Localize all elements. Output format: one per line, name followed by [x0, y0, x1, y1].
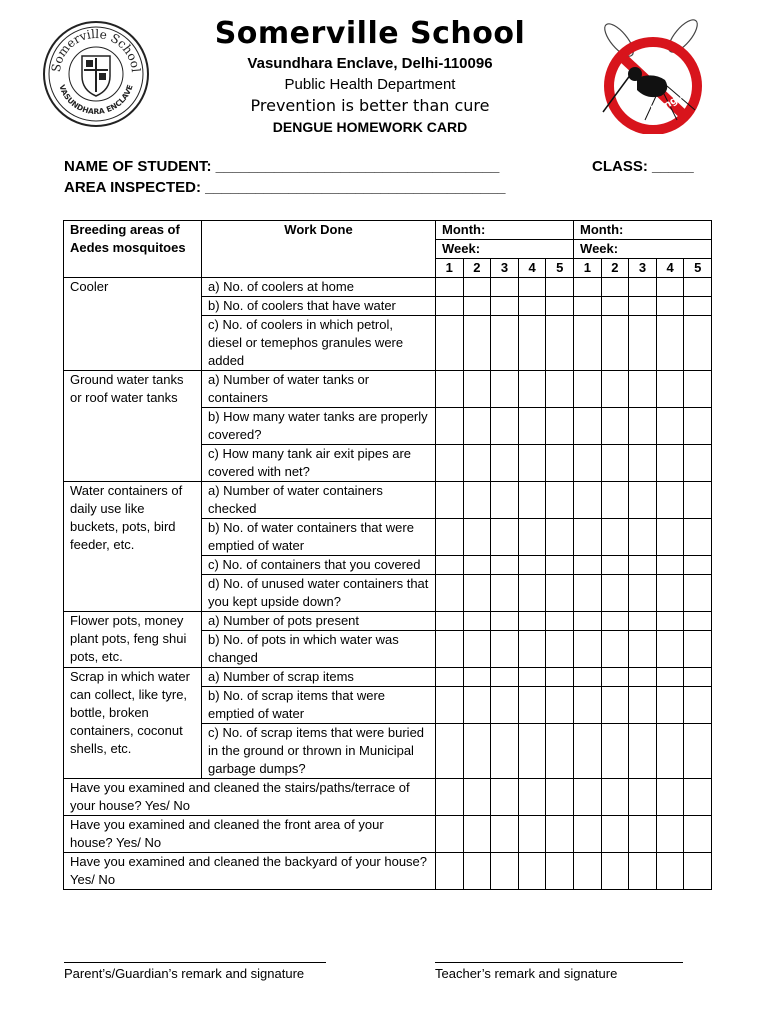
cleaning-question: Have you examined and cleaned the front area of your house? Yes/ No [64, 816, 436, 853]
teacher-signature-label: Teacher’s remark and signature [435, 966, 618, 981]
week-entry-cell[interactable] [436, 445, 464, 482]
week-entry-cell[interactable] [463, 612, 491, 631]
week-entry-cell[interactable] [629, 316, 657, 371]
homework-table [63, 220, 712, 890]
week-entry-cell[interactable] [463, 371, 491, 408]
school-crest-logo [42, 20, 150, 128]
class-field[interactable]: CLASS: _____ [592, 158, 694, 175]
week-entry-cell[interactable] [629, 816, 657, 853]
week-entry-cell[interactable] [574, 779, 602, 816]
crest-text-bottom: VASUNDHARA ENCLAVE [57, 83, 135, 117]
week-entry-cell[interactable] [656, 278, 684, 297]
month-header-1: Month: [436, 221, 574, 240]
week-entry-cell[interactable] [656, 816, 684, 853]
parent-signature-label: Parent’s/Guardian’s remark and signature [64, 966, 305, 981]
week-entry-cell[interactable] [491, 519, 519, 556]
school-name: Somerville School [214, 16, 526, 51]
work-done-item: b) No. of pots in which water was changed [202, 631, 436, 668]
week-entry-cell[interactable] [656, 779, 684, 816]
department-name: Public Health Department [284, 76, 456, 93]
week-entry-cell[interactable] [684, 668, 712, 687]
breeding-areas-header: Breeding areas of Aedes mosquitoes [64, 221, 202, 278]
week-entry-cell[interactable] [574, 575, 602, 612]
work-done-item: d) No. of unused water containers that you kept upside down? [202, 575, 436, 612]
week-entry-cell[interactable] [684, 612, 712, 631]
week-entry-cell[interactable] [601, 408, 629, 445]
cleaning-question: Have you examined and cleaned the backyard of your house? Yes/ No [64, 853, 436, 890]
week-entry-cell[interactable] [518, 816, 546, 853]
week-entry-cell[interactable] [601, 631, 629, 668]
week-entry-cell[interactable] [601, 556, 629, 575]
week-entry-cell[interactable] [574, 668, 602, 687]
week-entry-cell[interactable] [629, 724, 657, 779]
school-address: Vasundhara Enclave, Delhi-110096 [247, 55, 493, 72]
work-done-item: b) No. of scrap items that were emptied of water [202, 687, 436, 724]
week-entry-cell[interactable] [656, 575, 684, 612]
week-entry-cell[interactable] [601, 724, 629, 779]
work-done-item: c) No. of scrap items that were buried in the ground or thrown in Municipal garbage dumps? [202, 724, 436, 779]
week-entry-cell[interactable] [601, 612, 629, 631]
breeding-area-label: Water containers of daily use like buckets, pots, bird feeder, etc. [64, 482, 202, 612]
week-entry-cell[interactable] [574, 631, 602, 668]
week-entry-cell[interactable] [656, 408, 684, 445]
week-entry-cell[interactable] [491, 668, 519, 687]
week-entry-cell[interactable] [629, 371, 657, 408]
week-entry-cell[interactable] [518, 408, 546, 445]
week-entry-cell[interactable] [518, 371, 546, 408]
week-entry-cell[interactable] [491, 297, 519, 316]
week-entry-cell[interactable] [436, 631, 464, 668]
week-entry-cell[interactable] [656, 316, 684, 371]
week-entry-cell[interactable] [463, 575, 491, 612]
week-entry-cell[interactable] [436, 575, 464, 612]
stop-dengue-text: Stop Dengue [622, 86, 691, 117]
week-entry-cell[interactable] [491, 816, 519, 853]
breeding-area-label: Cooler [64, 278, 202, 371]
week-entry-cell[interactable] [656, 668, 684, 687]
week-entry-cell[interactable] [491, 408, 519, 445]
week-entry-cell[interactable] [491, 445, 519, 482]
week-entry-cell[interactable] [436, 371, 464, 408]
table-row [64, 612, 712, 631]
week-entry-cell[interactable] [436, 724, 464, 779]
week-entry-cell[interactable] [546, 408, 574, 445]
week-entry-cell[interactable] [436, 853, 464, 890]
week-entry-cell[interactable] [629, 519, 657, 556]
week-number-2-4: 4 [656, 259, 684, 278]
week-entry-cell[interactable] [656, 482, 684, 519]
week-entry-cell[interactable] [518, 482, 546, 519]
week-entry-cell[interactable] [518, 631, 546, 668]
week-entry-cell[interactable] [629, 297, 657, 316]
week-entry-cell[interactable] [436, 408, 464, 445]
week-entry-cell[interactable] [491, 278, 519, 297]
week-entry-cell[interactable] [656, 853, 684, 890]
document-header [170, 14, 570, 137]
week-entry-cell[interactable] [574, 278, 602, 297]
week-entry-cell[interactable] [629, 408, 657, 445]
week-entry-cell[interactable] [574, 724, 602, 779]
week-entry-cell[interactable] [684, 482, 712, 519]
week-entry-cell[interactable] [463, 687, 491, 724]
week-entry-cell[interactable] [491, 556, 519, 575]
week-entry-cell[interactable] [656, 687, 684, 724]
week-entry-cell[interactable] [656, 556, 684, 575]
week-entry-cell[interactable] [546, 668, 574, 687]
week-entry-cell[interactable] [491, 482, 519, 519]
week-entry-cell[interactable] [574, 408, 602, 445]
teacher-signature-line[interactable] [435, 948, 683, 963]
week-entry-cell[interactable] [491, 631, 519, 668]
week-entry-cell[interactable] [684, 408, 712, 445]
week-entry-cell[interactable] [656, 612, 684, 631]
week-entry-cell[interactable] [518, 687, 546, 724]
crest-text-top: Somerville School [48, 26, 143, 73]
week-entry-cell[interactable] [601, 519, 629, 556]
card-title: DENGUE HOMEWORK CARD [272, 119, 468, 135]
week-entry-cell[interactable] [574, 556, 602, 575]
table-row [64, 853, 712, 890]
breeding-area-label: Scrap in which water can collect, like tyre, bottle, broken containers, coconut shells, etc. [64, 668, 202, 779]
week-entry-cell[interactable] [601, 816, 629, 853]
work-done-item: a) No. of coolers at home [202, 278, 436, 297]
work-done-item: a) Number of water containers checked [202, 482, 436, 519]
week-number-2-3: 3 [629, 259, 657, 278]
week-entry-cell[interactable] [518, 556, 546, 575]
week-number-1-4: 4 [518, 259, 546, 278]
week-entry-cell[interactable] [436, 316, 464, 371]
week-entry-cell[interactable] [546, 575, 574, 612]
week-entry-cell[interactable] [436, 297, 464, 316]
week-entry-cell[interactable] [574, 612, 602, 631]
week-entry-cell[interactable] [574, 687, 602, 724]
week-entry-cell[interactable] [684, 631, 712, 668]
table-row [64, 371, 712, 408]
week-entry-cell[interactable] [491, 779, 519, 816]
week-entry-cell[interactable] [601, 668, 629, 687]
week-entry-cell[interactable] [546, 631, 574, 668]
week-entry-cell[interactable] [684, 816, 712, 853]
week-entry-cell[interactable] [629, 779, 657, 816]
week-entry-cell[interactable] [518, 519, 546, 556]
week-entry-cell[interactable] [491, 687, 519, 724]
week-entry-cell[interactable] [629, 575, 657, 612]
month-header-2: Month: [574, 221, 712, 240]
week-entry-cell[interactable] [546, 724, 574, 779]
week-entry-cell[interactable] [574, 371, 602, 408]
week-entry-cell[interactable] [601, 575, 629, 612]
week-entry-cell[interactable] [629, 612, 657, 631]
table-row [64, 779, 712, 816]
parent-signature-line[interactable] [64, 948, 326, 963]
week-entry-cell[interactable] [518, 668, 546, 687]
student-name-field[interactable]: NAME OF STUDENT: __________________________________ [64, 158, 500, 175]
week-entry-cell[interactable] [518, 316, 546, 371]
week-entry-cell[interactable] [574, 316, 602, 371]
week-entry-cell[interactable] [574, 297, 602, 316]
week-number-1-2: 2 [463, 259, 491, 278]
week-entry-cell[interactable] [463, 408, 491, 445]
week-entry-cell[interactable] [629, 668, 657, 687]
week-entry-cell[interactable] [629, 482, 657, 519]
week-entry-cell[interactable] [601, 316, 629, 371]
week-entry-cell[interactable] [684, 556, 712, 575]
table-row [64, 816, 712, 853]
week-entry-cell[interactable] [463, 556, 491, 575]
work-done-item: a) Number of scrap items [202, 668, 436, 687]
week-entry-cell[interactable] [436, 556, 464, 575]
work-done-item: b) No. of coolers that have water [202, 297, 436, 316]
week-entry-cell[interactable] [629, 853, 657, 890]
table-row [64, 668, 712, 687]
week-entry-cell[interactable] [574, 519, 602, 556]
week-entry-cell[interactable] [436, 668, 464, 687]
week-entry-cell[interactable] [436, 779, 464, 816]
week-entry-cell[interactable] [601, 297, 629, 316]
breeding-area-label: Flower pots, money plant pots, feng shui pots, etc. [64, 612, 202, 668]
work-done-item: a) Number of water tanks or containers [202, 371, 436, 408]
week-entry-cell[interactable] [546, 816, 574, 853]
area-inspected-field[interactable]: AREA INSPECTED: ____________________________________ [64, 179, 506, 196]
week-entry-cell[interactable] [463, 316, 491, 371]
week-entry-cell[interactable] [546, 445, 574, 482]
work-done-item: b) No. of water containers that were emptied of water [202, 519, 436, 556]
week-entry-cell[interactable] [629, 278, 657, 297]
work-done-item: c) No. of containers that you covered [202, 556, 436, 575]
week-number-1-5: 5 [546, 259, 574, 278]
week-entry-cell[interactable] [463, 816, 491, 853]
work-done-header: Work Done [202, 221, 436, 278]
week-entry-cell[interactable] [601, 371, 629, 408]
work-done-item: a) Number of pots present [202, 612, 436, 631]
stop-dengue-logo [597, 16, 709, 134]
work-done-item: c) No. of coolers in which petrol, diesel or temephos granules were added [202, 316, 436, 371]
week-entry-cell[interactable] [436, 278, 464, 297]
week-entry-cell[interactable] [546, 297, 574, 316]
work-done-item: c) How many tank air exit pipes are covered with net? [202, 445, 436, 482]
week-entry-cell[interactable] [656, 297, 684, 316]
week-entry-cell[interactable] [684, 519, 712, 556]
week-entry-cell[interactable] [601, 779, 629, 816]
week-entry-cell[interactable] [491, 575, 519, 612]
week-entry-cell[interactable] [629, 556, 657, 575]
week-entry-cell[interactable] [574, 482, 602, 519]
week-entry-cell[interactable] [436, 519, 464, 556]
week-entry-cell[interactable] [518, 779, 546, 816]
week-entry-cell[interactable] [684, 297, 712, 316]
week-header-2: Week: [574, 240, 712, 259]
week-entry-cell[interactable] [656, 445, 684, 482]
week-entry-cell[interactable] [463, 779, 491, 816]
week-entry-cell[interactable] [463, 853, 491, 890]
week-entry-cell[interactable] [546, 316, 574, 371]
week-entry-cell[interactable] [574, 445, 602, 482]
week-entry-cell[interactable] [518, 278, 546, 297]
week-entry-cell[interactable] [463, 445, 491, 482]
week-entry-cell[interactable] [518, 853, 546, 890]
week-number-2-1: 1 [574, 259, 602, 278]
week-entry-cell[interactable] [546, 556, 574, 575]
week-entry-cell[interactable] [491, 316, 519, 371]
week-entry-cell[interactable] [463, 668, 491, 687]
work-done-item: b) How many water tanks are properly covered? [202, 408, 436, 445]
week-entry-cell[interactable] [491, 853, 519, 890]
week-entry-cell[interactable] [684, 445, 712, 482]
breeding-area-label: Ground water tanks or roof water tanks [64, 371, 202, 482]
week-entry-cell[interactable] [601, 278, 629, 297]
week-entry-cell[interactable] [491, 371, 519, 408]
week-entry-cell[interactable] [684, 853, 712, 890]
week-entry-cell[interactable] [629, 687, 657, 724]
week-entry-cell[interactable] [684, 278, 712, 297]
week-entry-cell[interactable] [684, 779, 712, 816]
week-entry-cell[interactable] [684, 687, 712, 724]
table-row [64, 278, 712, 297]
week-entry-cell[interactable] [684, 724, 712, 779]
week-entry-cell[interactable] [518, 724, 546, 779]
week-entry-cell[interactable] [463, 519, 491, 556]
week-entry-cell[interactable] [629, 445, 657, 482]
week-entry-cell[interactable] [518, 297, 546, 316]
week-entry-cell[interactable] [546, 687, 574, 724]
week-entry-cell[interactable] [601, 445, 629, 482]
week-entry-cell[interactable] [574, 816, 602, 853]
week-entry-cell[interactable] [601, 853, 629, 890]
week-entry-cell[interactable] [656, 724, 684, 779]
week-entry-cell[interactable] [601, 482, 629, 519]
week-entry-cell[interactable] [463, 724, 491, 779]
week-entry-cell[interactable] [463, 297, 491, 316]
week-entry-cell[interactable] [518, 575, 546, 612]
week-entry-cell[interactable] [436, 612, 464, 631]
week-entry-cell[interactable] [656, 519, 684, 556]
week-entry-cell[interactable] [518, 445, 546, 482]
week-entry-cell[interactable] [491, 612, 519, 631]
table-row [64, 482, 712, 519]
week-entry-cell[interactable] [684, 316, 712, 371]
week-number-2-5: 5 [684, 259, 712, 278]
week-number-2-2: 2 [601, 259, 629, 278]
week-entry-cell[interactable] [546, 779, 574, 816]
week-entry-cell[interactable] [546, 853, 574, 890]
week-entry-cell[interactable] [463, 631, 491, 668]
week-entry-cell[interactable] [546, 371, 574, 408]
week-entry-cell[interactable] [546, 519, 574, 556]
week-entry-cell[interactable] [546, 278, 574, 297]
week-entry-cell[interactable] [601, 687, 629, 724]
week-entry-cell[interactable] [629, 631, 657, 668]
week-entry-cell[interactable] [656, 371, 684, 408]
week-entry-cell[interactable] [436, 482, 464, 519]
week-number-1-1: 1 [436, 259, 464, 278]
week-entry-cell[interactable] [491, 724, 519, 779]
week-entry-cell[interactable] [436, 816, 464, 853]
week-entry-cell[interactable] [518, 612, 546, 631]
cleaning-question: Have you examined and cleaned the stairs/paths/terrace of your house? Yes/ No [64, 779, 436, 816]
week-entry-cell[interactable] [463, 482, 491, 519]
week-entry-cell[interactable] [463, 278, 491, 297]
week-entry-cell[interactable] [574, 853, 602, 890]
week-header-1: Week: [436, 240, 574, 259]
week-entry-cell[interactable] [684, 371, 712, 408]
week-entry-cell[interactable] [656, 631, 684, 668]
week-entry-cell[interactable] [546, 612, 574, 631]
week-entry-cell[interactable] [436, 687, 464, 724]
motto: Prevention is better than cure [250, 96, 490, 115]
week-number-1-3: 3 [491, 259, 519, 278]
week-entry-cell[interactable] [684, 575, 712, 612]
week-entry-cell[interactable] [546, 482, 574, 519]
